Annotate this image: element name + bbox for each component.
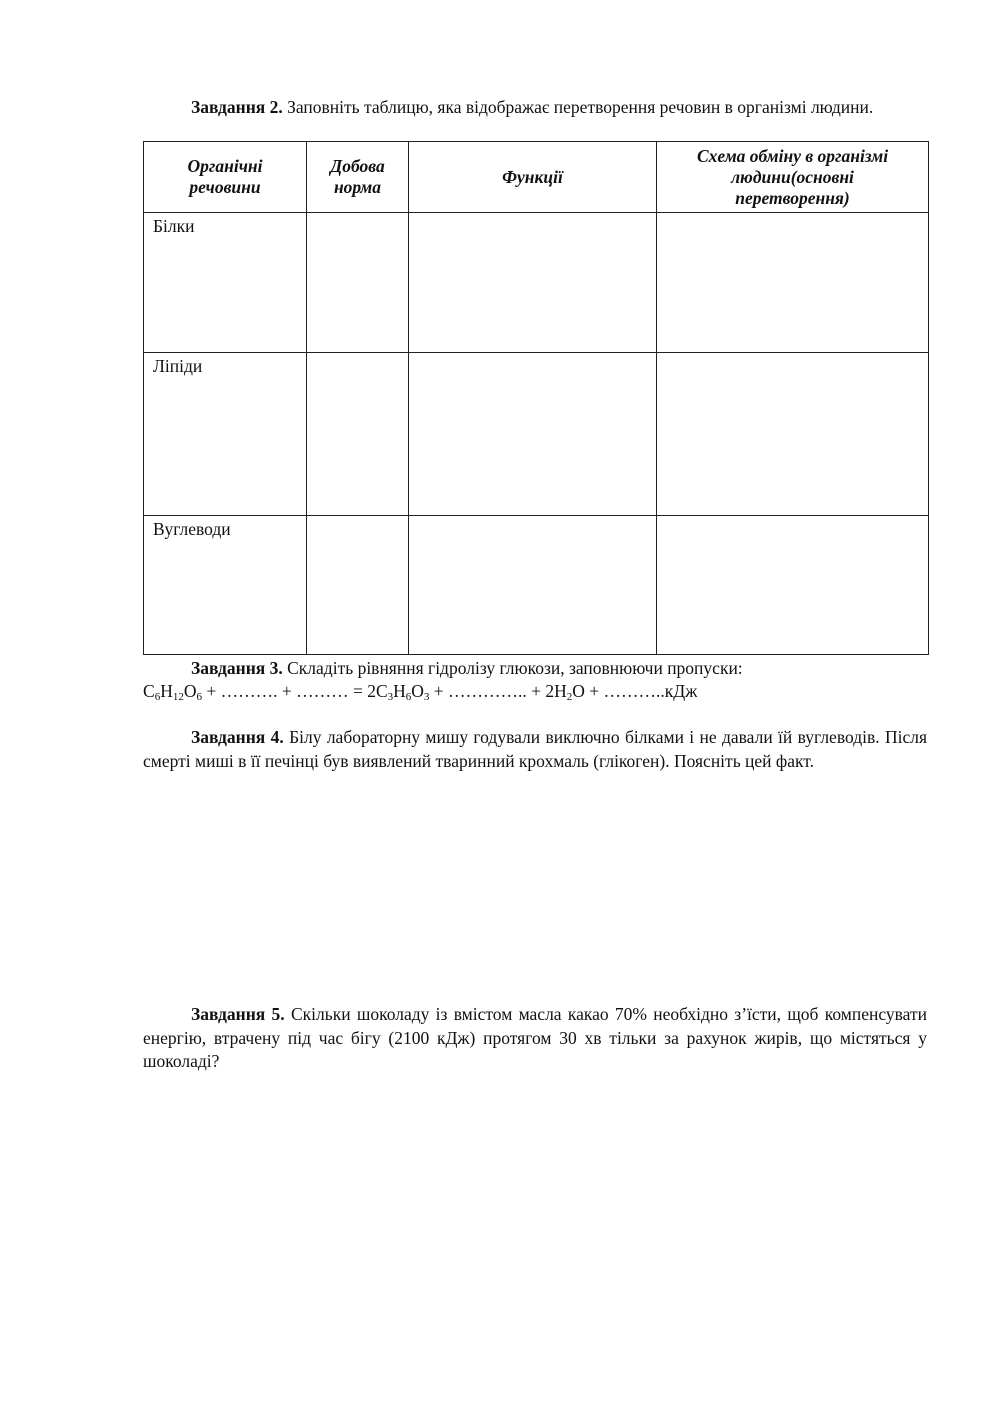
cell-functions-lipids[interactable] (409, 353, 657, 516)
task-2-paragraph (143, 96, 927, 120)
header-functions: Функції (409, 142, 657, 213)
task-3-text: Складіть рівняння гідролізу глюкози, заповнюючи пропуски: (287, 658, 743, 678)
table-row (144, 353, 929, 516)
task-3-label: Завдання 3. (191, 658, 283, 678)
task-3-paragraph (143, 657, 927, 681)
table-row (144, 516, 929, 655)
task-4-text: Білу лабораторну мишу годували виключно білками і не давали їй вуглеводів. Після смерті миші в її печінці був виявлений тваринний крохмаль (глікоген). Поясніть цей факт. (143, 727, 928, 771)
cell-daily-norm-proteins[interactable] (307, 213, 409, 353)
row-label-proteins: Білки (153, 216, 195, 236)
header-organic-substances: Органічні речовини (144, 142, 307, 213)
table-row (144, 213, 929, 353)
task-5-paragraph (143, 1003, 927, 1074)
task-5-label: Завдання 5. (191, 1004, 285, 1024)
task-2-text: Заповніть таблицю, яка відображає перетворення речовин в організмі людини. (287, 97, 874, 117)
cell-scheme-lipids[interactable] (657, 353, 929, 516)
row-label-carbohydrates: Вуглеводи (153, 519, 231, 539)
table-header-row (144, 142, 929, 213)
task-2-label: Завдання 2. (191, 97, 283, 117)
cell-functions-proteins[interactable] (409, 213, 657, 353)
cell-functions-carbohydrates[interactable] (409, 516, 657, 655)
task-4-paragraph (143, 726, 927, 773)
task-4-label: Завдання 4. (191, 727, 284, 747)
cell-daily-norm-lipids[interactable] (307, 353, 409, 516)
cell-daily-norm-carbohydrates[interactable] (307, 516, 409, 655)
row-label-lipids: Ліпіди (153, 356, 203, 376)
cell-scheme-carbohydrates[interactable] (657, 516, 929, 655)
cell-scheme-proteins[interactable] (657, 213, 929, 353)
header-daily-norm: Добова норма (307, 142, 409, 213)
task-5-text: Скільки шоколаду із вмістом масла какао 70% необхідно з’їсти, щоб компенсувати енергію, втрачену під час бігу (2100 кДж) протягом 30 хв тільки за рахунок жирів, що містяться у шоколаді? (143, 1004, 927, 1071)
glucose-hydrolysis-equation: $C_6H_{12}O_6$ + ………. + ……… = $2C_3H_6O_3$ + ………….. + $2H_2O$ + ………..кДж (143, 681, 698, 703)
header-metabolism-scheme: Схема обміну в організмі людини(основні перетворення) (657, 142, 929, 213)
substances-table (143, 141, 929, 655)
